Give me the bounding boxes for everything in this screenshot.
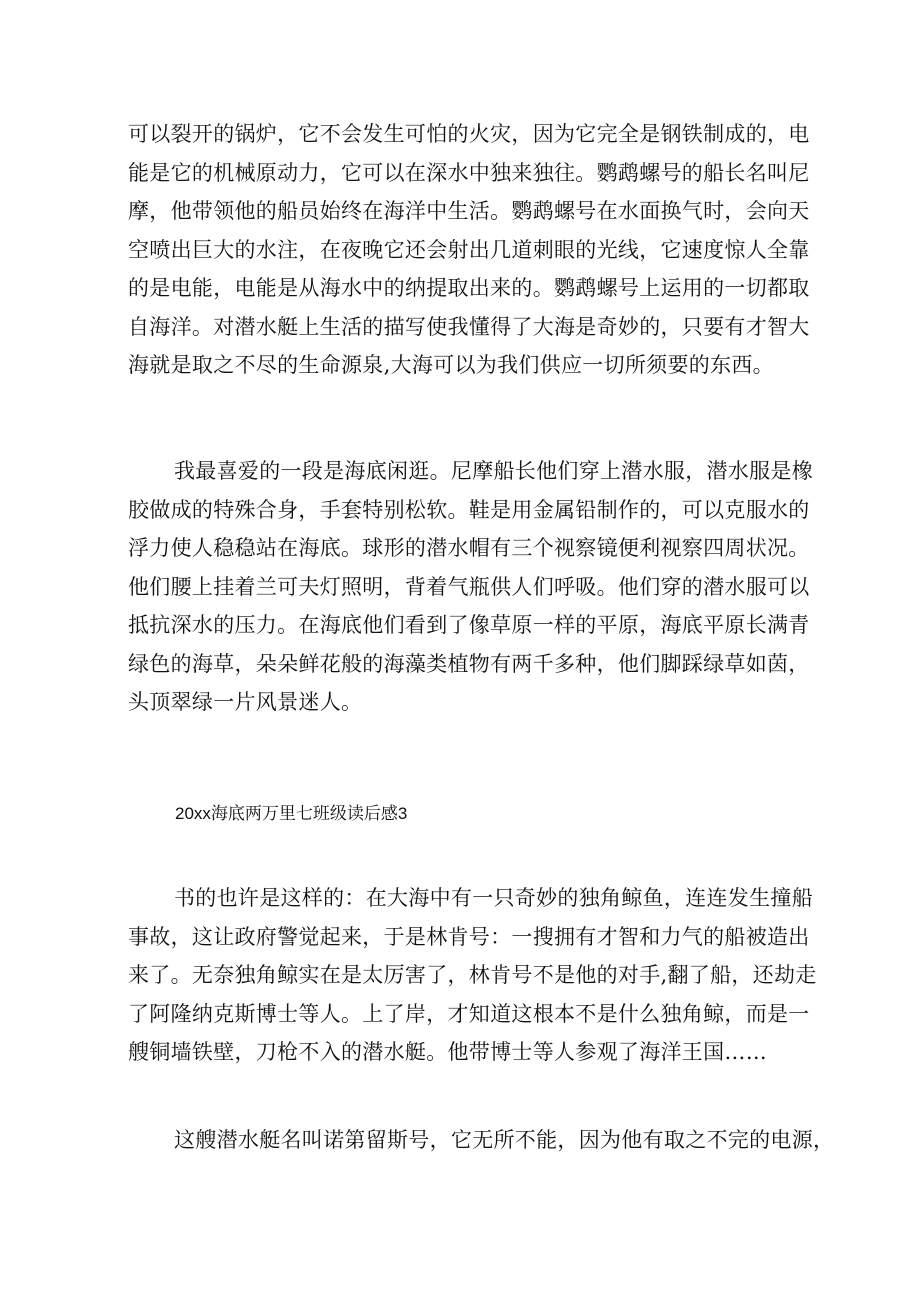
- text-line-indented: 我最喜爱的一段是海底闲逛。尼摩船长他们穿上潜水服，潜水服是橡: [174, 459, 813, 483]
- text-line: 的是电能，电能是从海水中的纳提取出来的。鹦鹉螺号上运用的一切都取: [128, 276, 810, 300]
- text-line: 绿色的海草，朵朵鲜花般的海藻类植物有两千多种，他们脚踩绿草如茵，: [128, 651, 810, 676]
- text-line: 浮力使人稳稳站在海底。球形的潜水帽有三个视察镜便利视察四周状况。: [128, 536, 810, 560]
- paragraph-nautilus-name: [128, 1121, 835, 1160]
- text-line: 空喷出巨大的水注，在夜晚它还会射出几道刺眼的光线，它速度惊人全靠: [128, 237, 810, 262]
- text-line: 他们腰上挂着兰可夫灯照明，背着气瓶供人们呼吸。他们穿的潜水服可以: [128, 574, 810, 599]
- text-line: 来了。无奈独角鲸实在是太厉害了，林肯号不是他的对手,翻了船，还劫走: [128, 963, 817, 987]
- text-line: 胶做成的特殊合身，手套特别松软。鞋是用金属铅制作的，可以克服水的: [128, 497, 810, 522]
- text-line: 可以裂开的锅炉，它不会发生可怕的火灾，因为它完全是钢铁制成的，电: [128, 122, 810, 146]
- section-heading: 20xx海底两万里七班级读后感3: [175, 804, 408, 823]
- text-line: 海就是取之不尽的生命源泉,大海可以为我们供应一切所须要的东西。: [128, 353, 774, 377]
- text-line: 抵抗深水的压力。在海底他们看到了像草原一样的平原，海底平原长满青: [128, 613, 810, 637]
- paragraph-story-summary: [128, 879, 817, 1072]
- text-line: 头顶翠绿一片风景迷人。: [128, 690, 363, 714]
- text-line-indented: 这艘潜水艇名叫诺第留斯号，它无所不能，因为他有取之不完的电源，: [174, 1128, 835, 1152]
- text-line: 事故，这让政府警觉起来，于是林肯号：一搜拥有才智和力气的船被造出: [128, 924, 810, 949]
- text-line: 摩，他带领他的船员始终在海洋中生活。鹦鹉螺号在水面换气时，会向天: [128, 199, 810, 223]
- text-line-indented: 书的也许是这样的：在大海中有一只奇妙的独角鲸鱼，连连发生撞船: [174, 886, 813, 910]
- paragraph-nautilus-description: [128, 115, 810, 385]
- text-line: 了阿隆纳克斯博士等人。上了岸，才知道这根本不是什么独角鲸，而是一: [128, 1001, 810, 1026]
- text-line: 艘铜墙铁壁，刀枪不入的潜水艇。他带博士等人参观了海洋王国……: [128, 1040, 767, 1064]
- text-line: 自海洋。对潜水艇上生活的描写使我懂得了大海是奇妙的，只要有才智大: [128, 314, 810, 339]
- paragraph-seabed-walk: [128, 452, 813, 722]
- text-line: 能是它的机械原动力，它可以在深水中独来独往。鹦鹉螺号的船长名叫尼: [128, 160, 810, 185]
